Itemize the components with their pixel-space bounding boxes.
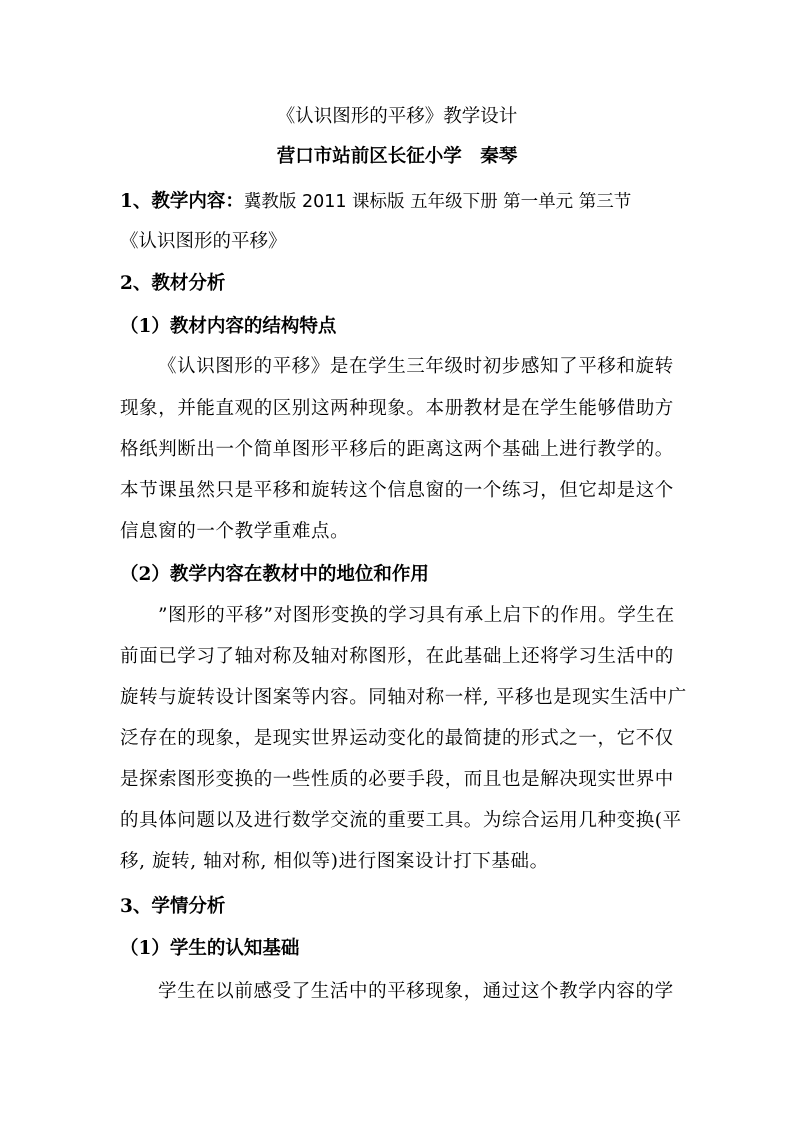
content-text: 冀教版 2011 课标版 五年级下册 第一单元 第三节	[243, 192, 632, 212]
paragraph-line: 现象，并能直观的区别这两种现象。本册教材是在学生能够借助方	[120, 398, 674, 419]
paragraph-line: 前面已学习了轴对称及轴对称图形，在此基础上还将学习生活中的	[120, 646, 674, 667]
paragraph-line: 是探索图形变换的一些性质的必要手段，而且也是解决现实世界中	[120, 769, 674, 790]
paragraph-line: ”图形的平移”对图形变换的学习具有承上启下的作用。学生在	[158, 605, 675, 626]
subsection-heading-1: （1）教材内容的结构特点	[120, 316, 337, 337]
paragraph-line: 的具体问题以及进行数学交流的重要工具。为综合运用几种变换(平	[120, 810, 682, 831]
content-label: 1、教学内容：	[120, 191, 244, 212]
section-heading-2: 2、教材分析	[120, 273, 226, 294]
paragraph-line: 信息窗的一个教学重难点。	[120, 521, 350, 542]
document-title: 《认识图形的平移》教学设计	[276, 106, 518, 127]
subsection-heading-2: （2）教学内容在教材中的地位和作用	[120, 564, 429, 585]
paragraph-line: 格纸判断出一个简单图形平移后的距离这两个基础上进行教学的。	[120, 439, 674, 460]
subsection-heading-3: （1）学生的认知基础	[120, 938, 300, 959]
document-author: 营口市站前区长征小学 秦琴	[276, 146, 518, 167]
content-line	[120, 190, 631, 214]
paragraph-line: 本节课虽然只是平移和旋转这个信息窗的一个练习，但它却是这个	[120, 480, 674, 501]
paragraph-line: 《认识图形的平移》是在学生三年级时初步感知了平移和旋转	[158, 356, 674, 377]
content-text-2: 《认识图形的平移》	[120, 231, 287, 252]
paragraph-line: 移, 旋转, 轴对称, 相似等)进行图案设计打下基础。	[120, 851, 549, 872]
paragraph-line: 旋转与旋转设计图案等内容。同轴对称一样, 平移也是现实生活中广	[120, 687, 687, 708]
section-heading-3: 3、学情分析	[120, 896, 226, 917]
paragraph-line: 学生在以前感受了生活中的平移现象，通过这个教学内容的学	[158, 981, 674, 1002]
paragraph-line: 泛存在的现象，是现实世界运动变化的最简捷的形式之一，它不仅	[120, 728, 674, 749]
